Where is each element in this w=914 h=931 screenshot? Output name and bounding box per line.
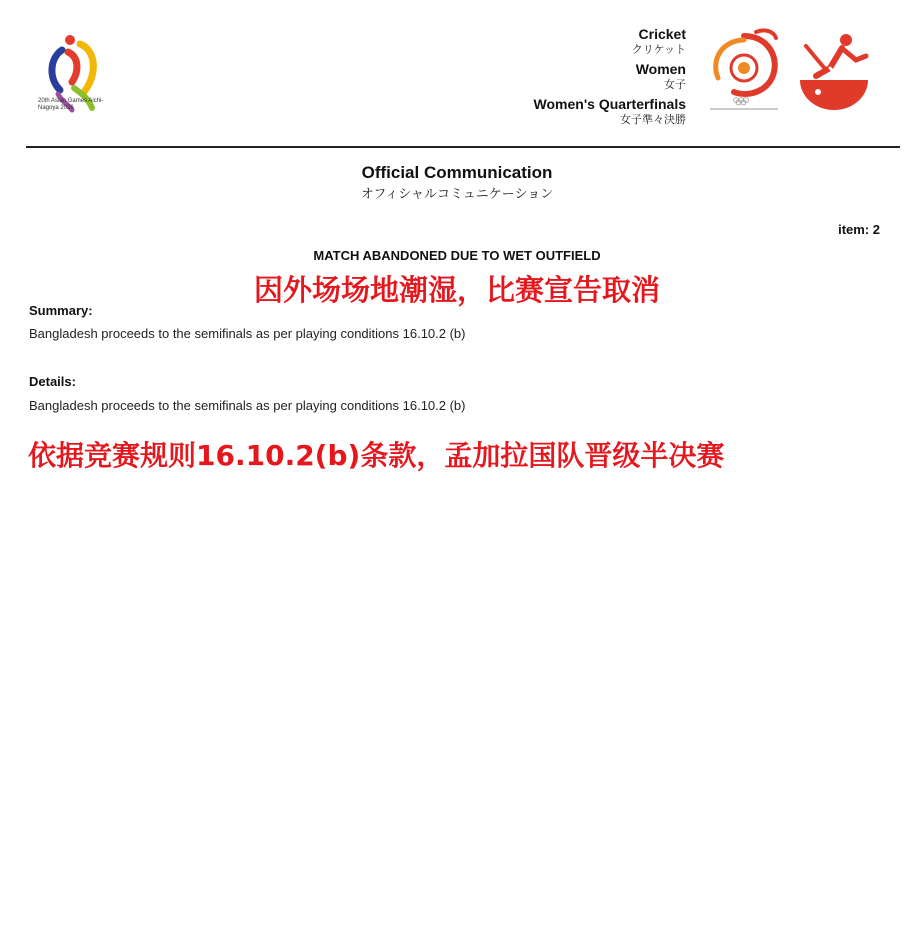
- match-status-title: MATCH ABANDONED DUE TO WET OUTFIELD: [313, 248, 601, 263]
- games-logo-caption: 20th Asian Games Aichi-Nagoya 2026: [38, 98, 104, 111]
- cricket-pictogram: [796, 30, 872, 110]
- games-emblem: [704, 28, 784, 114]
- header-divider: [26, 146, 900, 148]
- details-cn-annotation: 依据竞赛规则16.10.2(b)条款，孟加拉国队晋级半决赛: [28, 439, 725, 472]
- event-header: [534, 26, 686, 131]
- phase-en: Women's Quarterfinals: [533, 96, 686, 112]
- summary-label: Summary:: [29, 303, 93, 318]
- phase-jp: 女子準々決勝: [620, 114, 686, 126]
- document-subtitle-jp: オフィシャルコミュニケーション: [360, 186, 554, 201]
- sport-name-en: Cricket: [638, 26, 686, 42]
- gender-jp: 女子: [664, 79, 686, 91]
- summary-text: Bangladesh proceeds to the semifinals as per playing conditions 16.10.2 (b): [29, 326, 466, 341]
- headline-cn-annotation: 因外场场地潮湿，比赛宣告取消: [253, 273, 660, 307]
- details-label: Details:: [29, 374, 76, 389]
- gender-en: Women: [635, 61, 686, 77]
- document-title: Official Communication: [361, 163, 553, 182]
- sport-name-jp: クリケット: [631, 44, 686, 56]
- item-number: item: 2: [838, 222, 880, 237]
- details-text: Bangladesh proceeds to the semifinals as per playing conditions 16.10.2 (b): [29, 398, 466, 413]
